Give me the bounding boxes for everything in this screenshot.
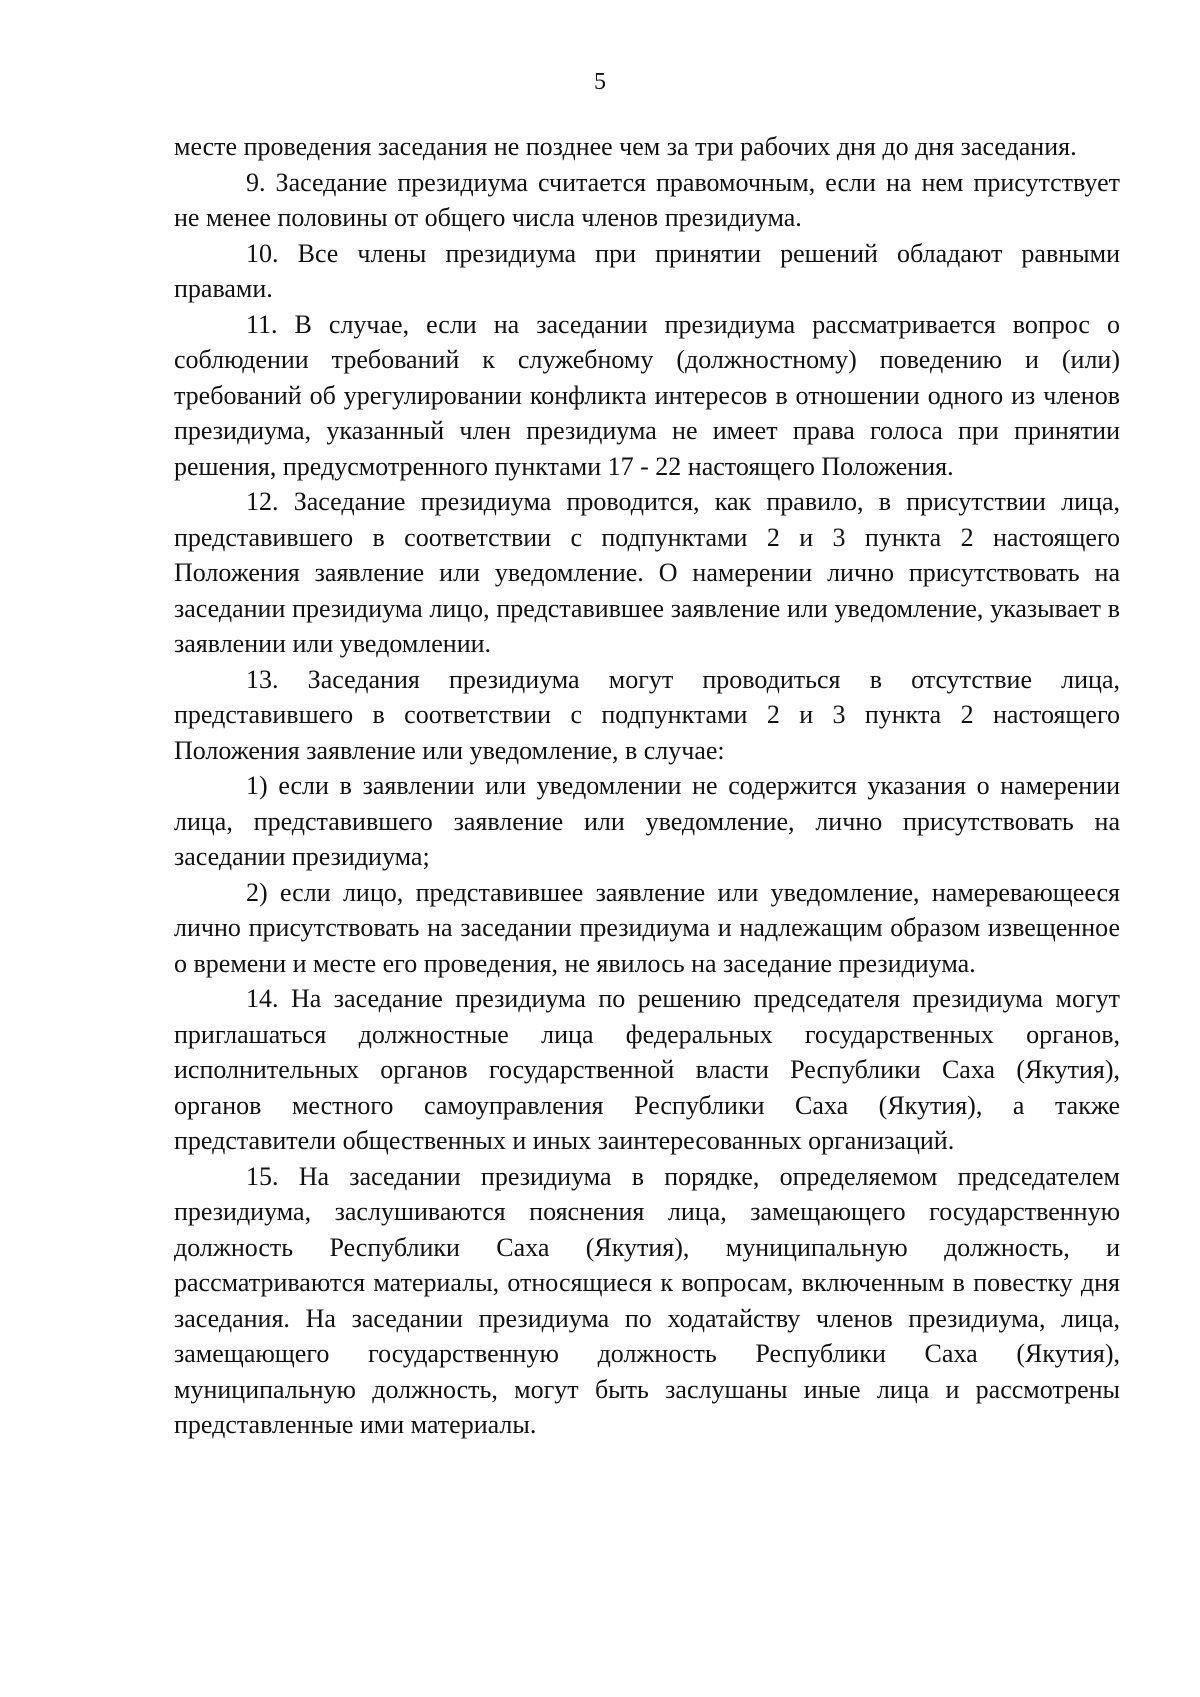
paragraph-item-15: 15. На заседании президиума в порядке, определяемом председателем президиума, заслушиваются пояснения лица, замещающего государственную должность Республики Саха (Якутия), муниципальную должность, и рассматриваются материалы, относящиеся к вопросам, включенным в повестку дня заседания. На заседании президиума по ходатайству членов президиума, лица, замещающего государственную должность Республики Саха (Якутия), муниципальную должность, могут быть заслушаны иные лица и рассмотрены представленные ими материалы. <box>174 1161 1120 1439</box>
document-body <box>174 129 1120 1443</box>
paragraph-item-10: 10. Все члены президиума при принятии решений обладают равными правами. <box>174 238 1120 303</box>
paragraph-subitem-1: 1) если в заявлении или уведомлении не содержится указания о намерении лица, представившего заявление или уведомление, лично присутствовать на заседании президиума; <box>174 771 1120 871</box>
paragraph-item-12: 12. Заседание президиума проводится, как правило, в присутствии лица, представившего в соответствии с подпунктами 2 и 3 пункта 2 настоящего Положения заявление или уведомление. О намерении лично присутствовать на заседании президиума лицо, представившее заявление или уведомление, указывает в заявлении или уведомлении. <box>174 487 1120 658</box>
paragraph-continuation: месте проведения заседания не позднее чем за три рабочих дня до дня заседания. <box>174 132 1077 161</box>
paragraph-item-13: 13. Заседания президиума могут проводиться в отсутствие лица, представившего в соответствии с подпунктами 2 и 3 пункта 2 настоящего Положения заявление или уведомление, в случае: <box>174 664 1120 765</box>
paragraph-subitem-2: 2) если лицо, представившее заявление или уведомление, намеревающееся лично присутствовать на заседании президиума и надлежащим образом извещенное о времени и месте его проведения, не явилось на заседание президиума. <box>174 877 1120 978</box>
paragraph-item-11: 11. В случае, если на заседании президиума рассматривается вопрос о соблюдении требований к служебному (должностному) поведению и (или) требований об урегулировании конфликта интересов в отношении одного из членов президиума, указанный член президиума не имеет права голоса при принятии решения, предусмотренного пунктами 17 - 22 настоящего Положения. <box>174 309 1120 481</box>
paragraph-item-9: 9. Заседание президиума считается правомочным, если на нем присутствует не менее половины от общего числа членов президиума. <box>174 167 1120 232</box>
page-number: 5 <box>594 69 606 95</box>
paragraph-item-14: 14. На заседание президиума по решению председателя президиума могут приглашаться должностные лица федеральных государственных органов, исполнительных органов государственной власти Республики Саха (Якутия), органов местного самоуправления Республики Саха (Якутия), а также представители общественных и иных заинтересованных организаций. <box>174 984 1120 1155</box>
